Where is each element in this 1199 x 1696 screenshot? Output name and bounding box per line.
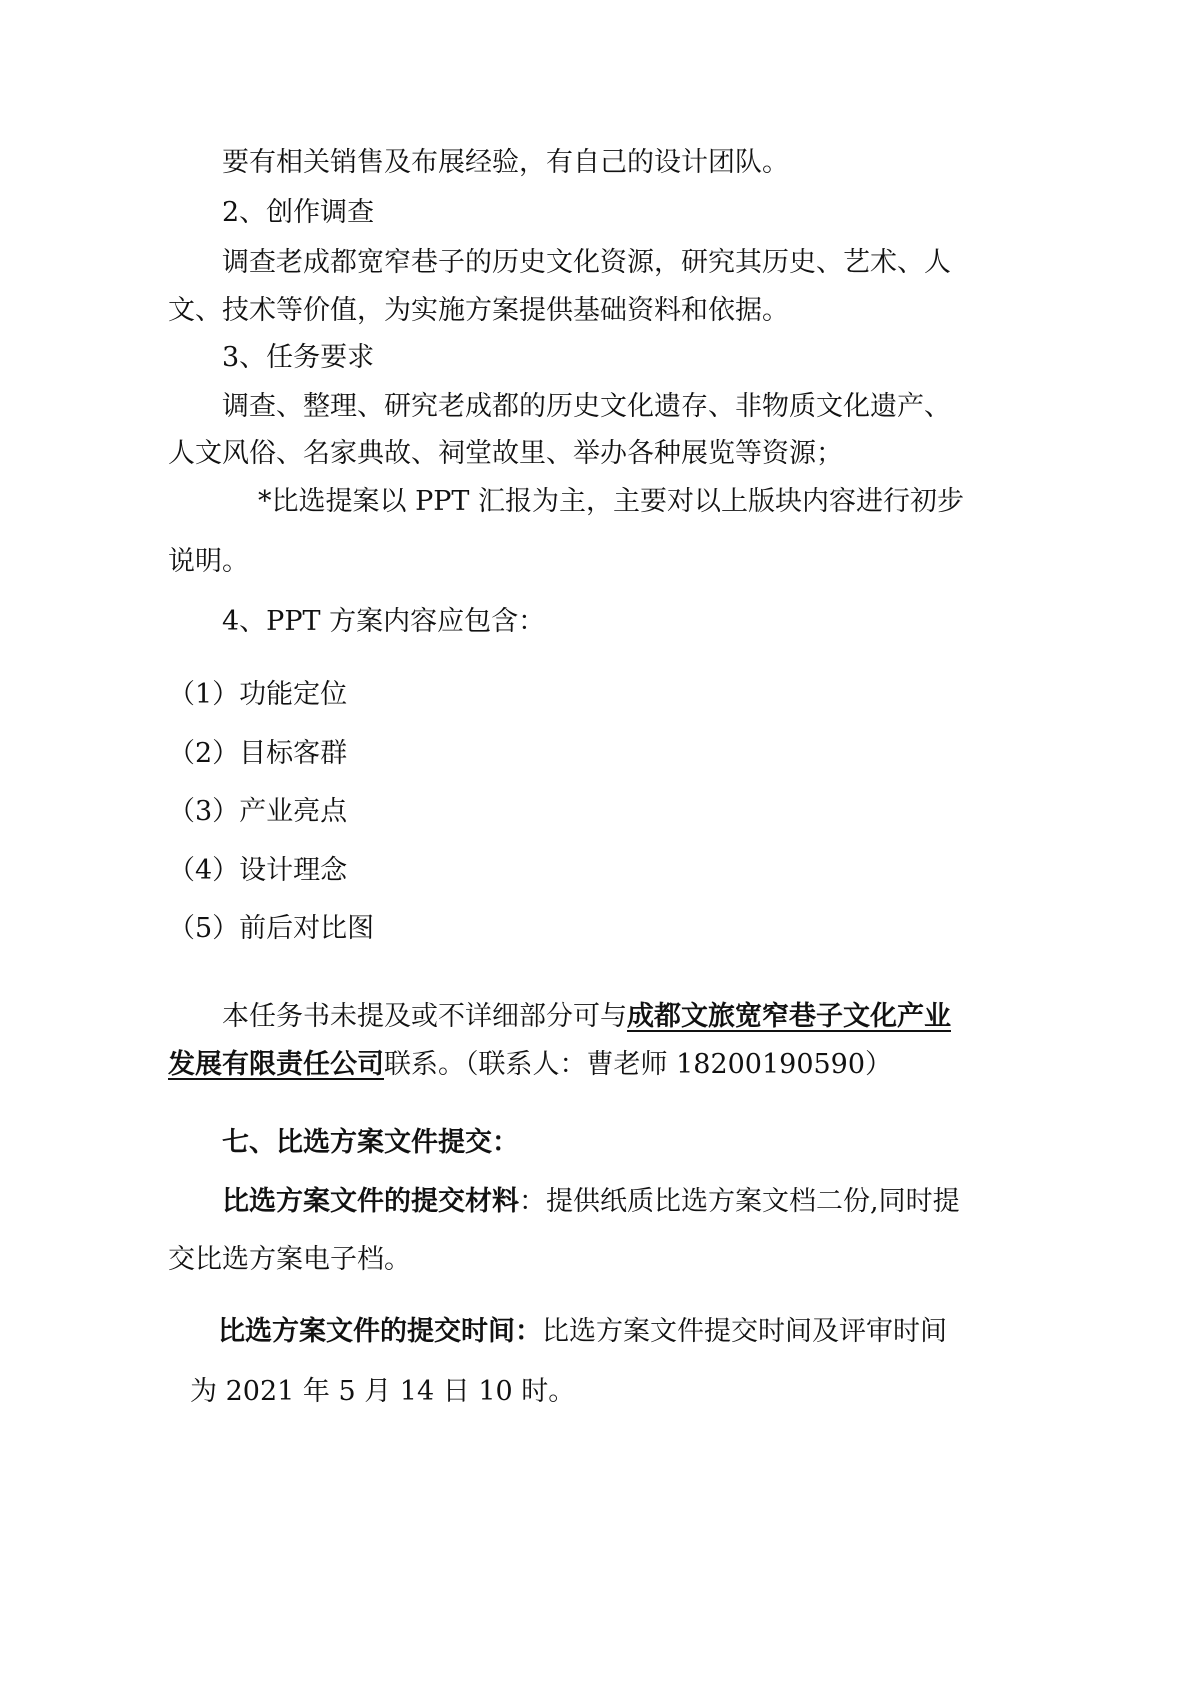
time-label: 比选方案文件的提交时间：: [218, 1316, 542, 1347]
list-item: （4）设计理念: [168, 855, 348, 886]
materials-label: 比选方案文件的提交材料: [222, 1186, 519, 1217]
paragraph-line: 文、技术等价值，为实施方案提供基础资料和依据。: [168, 295, 789, 326]
paragraph-line: 人文风俗、名家典故、祠堂故里、举办各种展览等资源；: [168, 438, 843, 469]
section-2-heading: 2、创作调查: [222, 197, 375, 228]
contact-line-2: [168, 1048, 892, 1082]
note-line: *比选提案以 PPT 汇报为主，主要对以上版块内容进行初步: [258, 486, 965, 517]
time-line-1: [218, 1315, 947, 1349]
list-item: （5）前后对比图: [168, 913, 375, 944]
note-line: 说明。: [168, 546, 249, 577]
materials-line-2: 交比选方案电子档。: [168, 1244, 411, 1275]
section-7-heading: 七、比选方案文件提交：: [222, 1127, 519, 1158]
materials-text: 提供纸质比选方案文档二份,同时提: [546, 1186, 960, 1217]
time-line-2: 为 2021 年 5 月 14 日 10 时。: [190, 1376, 576, 1407]
materials-line-1: [222, 1185, 960, 1219]
paragraph-line: 要有相关销售及布展经验，有自己的设计团队。: [222, 147, 789, 178]
materials-colon: ：: [519, 1186, 546, 1217]
list-item: （2）目标客群: [168, 738, 348, 769]
contact-line-1: [222, 1000, 951, 1034]
paragraph-line: 调查老成都宽窄巷子的历史文化资源，研究其历史、艺术、人: [222, 247, 951, 278]
contact-suffix: 联系。（联系人：曹老师 18200190590）: [384, 1049, 893, 1080]
contact-prefix: 本任务书未提及或不详细部分可与: [222, 1001, 627, 1032]
company-name: 成都文旅宽窄巷子文化产业: [627, 1001, 951, 1032]
company-name: 发展有限责任公司: [168, 1049, 384, 1080]
paragraph-line: 调查、整理、研究老成都的历史文化遗存、非物质文化遗产、: [222, 391, 951, 422]
section-4-heading: 4、PPT 方案内容应包含：: [222, 606, 546, 637]
list-item: （1）功能定位: [168, 679, 348, 710]
section-3-heading: 3、任务要求: [222, 342, 375, 373]
time-text: 比选方案文件提交时间及评审时间: [542, 1316, 947, 1347]
list-item: （3）产业亮点: [168, 796, 348, 827]
